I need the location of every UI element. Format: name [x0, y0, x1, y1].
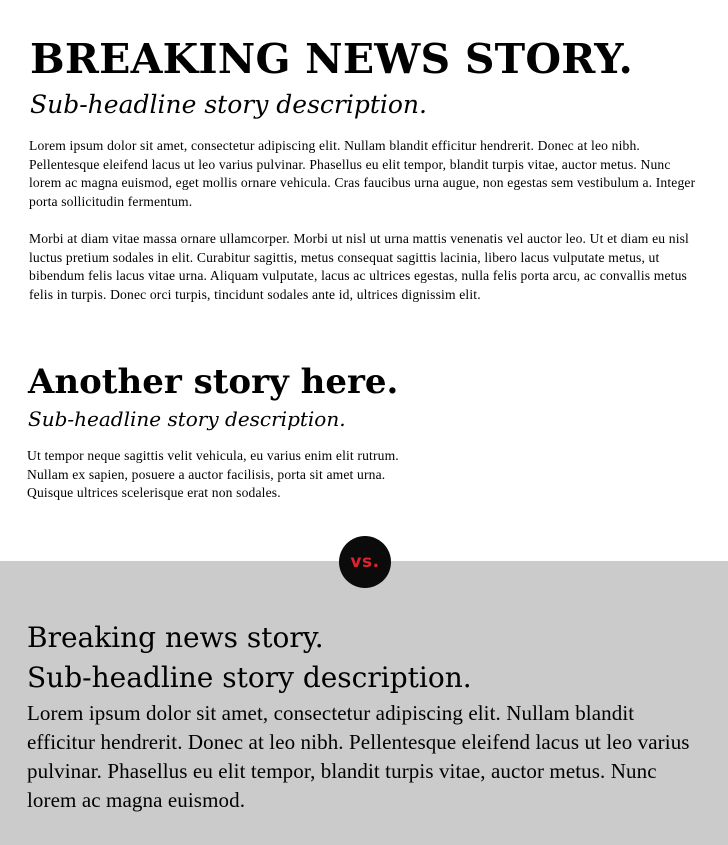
story1-headline: BREAKING NEWS STORY. — [30, 35, 633, 83]
vs-badge — [339, 536, 391, 588]
story1-paragraph: Lorem ipsum dolor sit amet, consectetur adipiscing elit. Nullam blandit efficitur hendrerit. Donec at leo nibh. Pellentesque eleifend lacus ut leo varius pulvinar. Phasellus eu elit tempor, blandit turpis vitae, auctor metus. Nunc lorem ac magna euismod, eget mollis ornare vehicula. Cras faucibus urna augue, non egestas sem vestibulum a. Integer porta sollicitudin fermentum. — [29, 138, 696, 209]
story3-subheadline: Sub-headline story description. — [27, 661, 472, 694]
story2-subheadline: Sub-headline story description. — [28, 407, 346, 431]
story1-paragraph: Morbi at diam vitae massa ornare ullamcorper. Morbi ut nisl ut urna mattis venenatis vel auctor leo. Ut et diam eu nisl luctus pretium sodales in elit. Curabitur sagittis, metus consequat sagittis lacinia, libero lacus vulputate metus, ut bibendum felis lacus vitae urna. Aliquam vulputate, lacus ac ultrices egestas, nulla felis porta arcu, ac convallis metus felis in turpis. Donec orci turpis, tincidunt sodales ante id, ultrices dignissim elit. — [29, 230, 689, 302]
story3-body: Lorem ipsum dolor sit amet, consectetur adipiscing elit. Nullam blandit efficitur hendrerit. Donec at leo nibh. Pellentesque eleifend lacus ut leo varius pulvinar. Phasellus eu elit tempor, blandit turpis vitae, auctor metus. Nunc lorem ac magna euismod. — [27, 701, 690, 812]
story2-headline: Another story here. — [28, 362, 399, 402]
vs-label: vs. — [350, 551, 380, 572]
story1-subheadline: Sub-headline story description. — [30, 90, 427, 119]
story1-body — [29, 137, 705, 304]
story2-body: Ut tempor neque sagittis velit vehicula, eu varius enim elit rutrum. Nullam ex sapien, posuere a auctor facilisis, porta sit amet urna. Quisque ultrices scelerisque erat non sodales. — [27, 448, 399, 501]
story3-headline: Breaking news story. — [27, 621, 324, 654]
